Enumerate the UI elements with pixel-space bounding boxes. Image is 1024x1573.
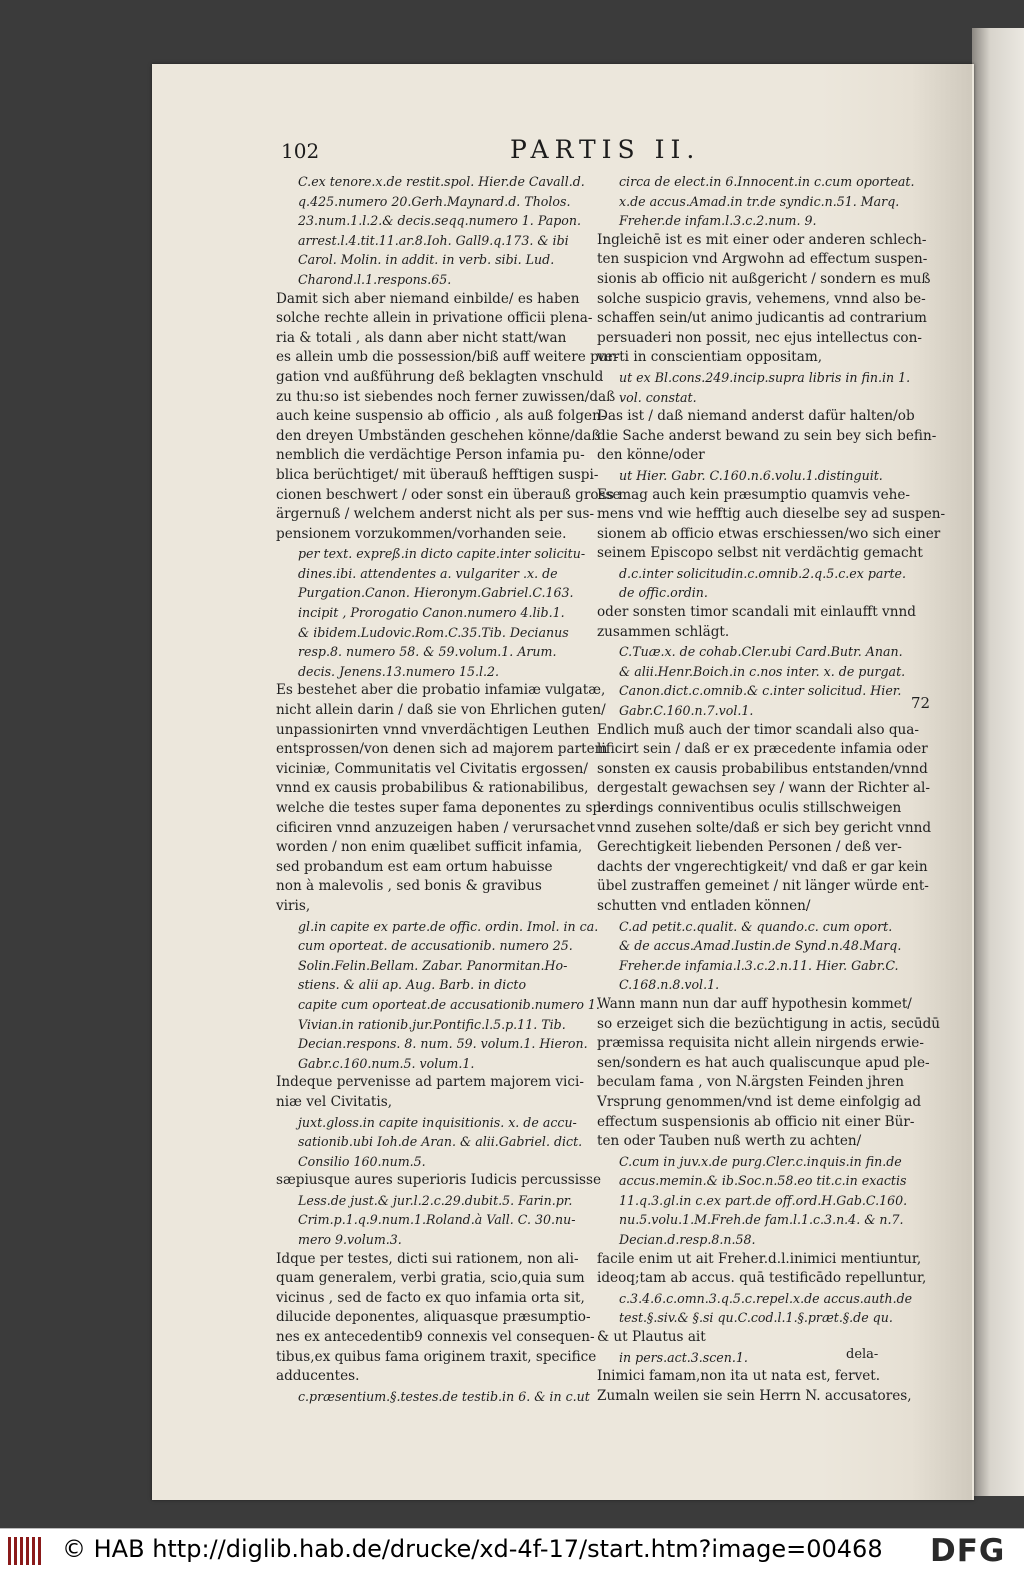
- text-line: nes ex antecedentib9 connexis vel consequen-: [276, 1329, 595, 1346]
- text-line: solche rechte allein in privatione officii plena-: [276, 310, 593, 327]
- text-line: sæpiusque aures superioris Iudicis percussisse: [276, 1172, 602, 1189]
- citation-line: de offic.ordin.: [619, 585, 708, 601]
- citation-line: accus.memin.& ib.Soc.n.58.eo tit.c.in exactis: [619, 1173, 907, 1189]
- text-line: oder sonsten timor scandali mit einlaufft vnnd: [597, 604, 916, 621]
- text-line: verti in conscientiam oppositam,: [597, 349, 823, 366]
- citation-line: Consilio 160.num.5.: [298, 1153, 426, 1169]
- citation-line: Canon.dict.c.omnib.& c.inter solicitud. Hier.: [619, 683, 902, 699]
- text-line: niæ vel Civitatis,: [276, 1093, 393, 1110]
- text-line: zusammen schlägt.: [597, 623, 730, 640]
- citation-line: Decian.respons. 8. num. 59. volum.1. Hieron.: [298, 1036, 588, 1052]
- text-line: non à malevolis , sed bonis & gravibus: [276, 878, 542, 895]
- text-line: dachts der vngerechtigkeit/ vnd daß er gar kein: [597, 858, 928, 875]
- citation-line: Gabr.C.160.n.7.vol.1.: [619, 703, 754, 719]
- text-line: Endlich muß auch der timor scandali also qua-: [597, 721, 919, 738]
- source-credit-link[interactable]: © HAB http://diglib.hab.de/drucke/xd-4f-17/start.htm?image=00468: [62, 1535, 883, 1563]
- citation-line: C.cum in juv.x.de purg.Cler.c.inquis.in fin.de: [619, 1153, 902, 1169]
- citation-line: C.168.n.8.vol.1.: [619, 977, 720, 993]
- text-line: viciniæ, Communitatis vel Civitatis ergossen/: [276, 760, 589, 777]
- text-line: Ingleichē ist es mit einer oder anderen schlech-: [597, 231, 927, 248]
- text-line: sionis ab officio nit außgericht / sondern es muß: [597, 270, 931, 287]
- citation-line: Vivian.in rationib.jur.Pontific.l.5.p.11. Tib.: [298, 1016, 566, 1032]
- text-line: ten oder Tauben nuß werth zu achten/: [597, 1133, 862, 1150]
- page-header: [0, 135, 1024, 169]
- citation-line: Charond.l.1.respons.65.: [298, 271, 452, 287]
- text-column-left: [276, 172, 621, 1406]
- text-line: dergestalt gewachsen sey / wann der Richter al-: [597, 780, 931, 797]
- citation-line: Freher.de infamia.l.3.c.2.n.11. Hier. Gabr.C.: [619, 957, 899, 973]
- citation-line: Solin.Felin.Bellam. Zabar. Panormitan.Ho-: [298, 957, 568, 973]
- text-line: persuaderi non possit, nec ejus intellectus con-: [597, 329, 922, 346]
- text-line: worden / non enim quælibet sufficit infamia,: [276, 839, 583, 856]
- text-line: so erzeiget sich die bezüchtigung in actis, secūdū: [597, 1015, 941, 1032]
- citation-line: ut ex Bl.cons.249.incip.supra libris in fin.in 1.: [619, 369, 911, 385]
- text-line: Es mag auch kein præsumptio quamvis vehe-: [597, 486, 911, 503]
- catchword: dela-: [846, 1347, 879, 1362]
- text-line: pensionem vorzukommen/vorhanden seie.: [276, 525, 567, 542]
- citation-line: incipit , Prorogatio Canon.numero 4.lib.1.: [298, 605, 565, 621]
- text-line: nemblich die verdächtige Person infamia pu-: [276, 447, 585, 464]
- citation-line: Carol. Molin. in addit. in verb. sibi. Lud.: [298, 252, 555, 268]
- text-line: vnnd zusehen solte/daß er sich bey gericht vnnd: [597, 819, 932, 836]
- citation-line: dines.ibi. attendentes a. vulgariter .x. de: [298, 565, 558, 581]
- citation-line: vol. constat.: [619, 389, 697, 405]
- citation-line: & ibidem.Ludovic.Rom.C.35.Tib. Decianus: [298, 624, 569, 640]
- facing-page-edge: [972, 28, 1024, 1496]
- text-line: & ut Plautus ait: [597, 1329, 706, 1346]
- text-line: ten suspicion vnd Argwohn ad effectum suspen-: [597, 251, 928, 268]
- text-line: beculam fama , von N.ärgsten Feinden jhren: [597, 1074, 904, 1091]
- text-line: ideoq;tam ab accus. quā testificādo repelluntur,: [597, 1270, 927, 1287]
- citation-line: q.425.numero 20.Gerh.Maynard.d. Tholos.: [298, 193, 571, 209]
- text-line: mens vnd wie hefftig auch dieselbe sey ad suspen-: [597, 506, 946, 523]
- citation-line: Decian.d.resp.8.n.58.: [619, 1232, 756, 1248]
- text-line: ärgernuß / welchem anderst nicht als per sus-: [276, 506, 595, 523]
- text-line: zu thu:so ist siebendes noch ferner zuwissen/daß: [276, 388, 616, 405]
- citation-line: in pers.act.3.scen.1.: [619, 1349, 748, 1365]
- text-line: tibus,ex quibus fama originem traxit, specifice: [276, 1348, 597, 1365]
- text-line: adducentes.: [276, 1368, 360, 1385]
- text-line: schaffen sein/ut animo judicantis ad contrarium: [597, 310, 927, 327]
- citation-line: capite cum oporteat.de accusationib.numero 1.: [298, 996, 600, 1012]
- citation-line: decis. Jenens.13.numero 15.l.2.: [298, 663, 500, 679]
- text-line: den dreyen Umbständen geschehen könne/daß: [276, 427, 601, 444]
- citation-line: nu.5.volu.1.M.Freh.de fam.l.1.c.3.n.4. & n.7.: [619, 1212, 904, 1228]
- citation-line: C.ad petit.c.qualit. & quando.c. cum oport.: [619, 918, 893, 934]
- citation-line: C.Tuæ.x. de cohab.Cler.ubi Card.Butr. Anan.: [619, 644, 903, 660]
- citation-line: cum oporteat. de accusationib. numero 25.: [298, 938, 573, 954]
- text-line: die Sache anderst bewand zu sein bey sich befin-: [597, 427, 937, 444]
- text-line: welche die testes super fama deponentes zu spe-: [276, 800, 614, 816]
- citation-line: c.3.4.6.c.omn.3.q.5.c.repel.x.de accus.auth.de: [619, 1290, 913, 1306]
- running-title: PARTIS II.: [510, 135, 701, 164]
- text-line: ria & totali , als dann aber nicht statt/wan: [276, 329, 567, 346]
- citation-line: & alii.Henr.Boich.in c.nos inter. x. de purgat.: [619, 663, 906, 679]
- text-line: quam generalem, verbi gratia, scio,quia sum: [276, 1270, 585, 1287]
- citation-line: 23.num.1.l.2.& decis.seqq.numero 1. Papon.: [298, 213, 581, 229]
- citation-line: x.de accus.Amad.in tr.de syndic.n.51. Marq.: [619, 193, 900, 209]
- citation-line: c.præsentium.§.testes.de testib.in 6. & in c.ut: [298, 1388, 590, 1404]
- text-line: übel zustraffen gemeinet / nit länger würde ent-: [597, 878, 929, 895]
- citation-line: 11.q.3.gl.in c.ex part.de off.ord.H.Gab.C.160.: [619, 1192, 908, 1208]
- citation-line: mero 9.volum.3.: [298, 1232, 402, 1248]
- text-line: dilucide deponentes, aliquasque præsumptio-: [276, 1309, 591, 1326]
- text-line: schutten vnd entladen können/: [597, 897, 811, 914]
- text-line: Das ist / daß niemand anderst dafür halten/ob: [597, 408, 915, 425]
- citation-line: C.ex tenore.x.de restit.spol. Hier.de Cavall.d.: [298, 174, 585, 189]
- text-line: sed probandum est eam ortum habuisse: [276, 858, 553, 875]
- text-line: Inimici famam,non ita ut nata est, fervet.: [597, 1368, 881, 1385]
- citation-line: gl.in capite ex parte.de offic. ordin. Imol. in ca.: [298, 918, 599, 934]
- citation-line: per text. expreß.in dicto capite.inter solicitu-: [298, 546, 586, 562]
- text-line: lificirt sein / daß er ex præcedente infamia oder: [597, 741, 928, 758]
- text-line: effectum suspensionis ab officio nit einer Bür-: [597, 1113, 915, 1130]
- text-line: præmissa requisita nicht allein nirgends erwie-: [597, 1035, 924, 1052]
- text-line: blica berüchtiget/ mit überauß hefftigen suspi-: [276, 466, 599, 483]
- citation-line: stiens. & alii ap. Aug. Barb. in dicto: [298, 977, 527, 993]
- citation-line: resp.8. numero 58. & 59.volum.1. Arum.: [298, 644, 557, 660]
- citation-line: test.§.siv.& §.si qu.C.cod.l.1.§.præt.§.de qu.: [619, 1310, 893, 1326]
- text-line: auch keine suspensio ab officio , als auß folgen-: [276, 408, 606, 425]
- text-line: Es bestehet aber die probatio infamiæ vulgatæ,: [276, 682, 606, 699]
- text-line: vnnd ex causis probabilibus & rationabilibus,: [276, 780, 589, 797]
- citation-line: Gabr.c.160.num.5. volum.1.: [298, 1055, 475, 1071]
- margin-number: 72: [911, 694, 931, 712]
- text-line: seinem Episcopo selbst nit verdächtig gemacht: [597, 545, 923, 562]
- text-line: sionem ab officio etwas erschiessen/wo sich einer: [597, 525, 941, 542]
- dfg-logo: DFG: [930, 1533, 1006, 1569]
- text-line: sen/sondern es hat auch qualiscunque apud ple-: [597, 1054, 930, 1071]
- text-line: es allein umb die possession/biß auff weitere pur-: [276, 349, 619, 366]
- citation-line: Purgation.Canon. Hieronym.Gabriel.C.163.: [298, 585, 574, 601]
- text-line: den könne/oder: [597, 447, 705, 464]
- citation-line: Freher.de infam.l.3.c.2.num. 9.: [619, 213, 817, 229]
- text-line: viris,: [276, 897, 311, 914]
- text-line: solche suspicio gravis, vehemens, vnnd also be-: [597, 290, 926, 307]
- text-line: Indeque pervenisse ad partem majorem vici-: [276, 1074, 584, 1091]
- text-line: Zumaln weilen sie sein Herrn N. accusatores,: [597, 1387, 912, 1404]
- citation-line: d.c.inter solicitudin.c.omnib.2.q.5.c.ex parte.: [619, 565, 906, 581]
- citation-line: & de accus.Amad.Iustin.de Synd.n.48.Marq.: [619, 938, 902, 954]
- citation-line: circa de elect.in 6.Innocent.in c.cum oporteat.: [619, 174, 915, 189]
- citation-line: Less.de just.& jur.l.2.c.29.dubit.5. Farin.pr.: [298, 1192, 573, 1208]
- text-line: Damit sich aber niemand einbilde/ es haben: [276, 290, 580, 307]
- hab-logo-icon: [8, 1537, 48, 1565]
- text-line: Gerechtigkeit liebenden Personen / deß ver-: [597, 839, 902, 856]
- text-line: Idque per testes, dicti sui rationem, non ali-: [276, 1250, 579, 1267]
- text-line: vicinus , sed de facto ex quo infamia orta sit,: [276, 1289, 585, 1306]
- citation-line: arrest.l.4.tit.11.ar.8.Ioh. Gall9.q.173. & ibi: [298, 232, 569, 248]
- text-line: nicht allein darin / daß sie von Ehrlichen guten/: [276, 702, 606, 719]
- citation-line: sationib.ubi Ioh.de Aran. & alii.Gabriel. dict.: [298, 1134, 583, 1150]
- page-number: 102: [281, 139, 320, 163]
- text-line: lerdings conniventibus oculis stillschweigen: [597, 800, 902, 816]
- text-line: unpassionirten vnnd vnverdächtigen Leuthen: [276, 721, 590, 738]
- text-line: facile enim ut ait Freher.d.l.inimici mentiuntur,: [597, 1250, 922, 1267]
- text-line: sonsten ex causis probabilibus entstanden/vnnd: [597, 760, 928, 777]
- citation-line: ut Hier. Gabr. C.160.n.6.volu.1.distinguit.: [619, 467, 883, 483]
- text-line: cificiren vnnd anzuzeigen haben / verursachet: [276, 819, 595, 836]
- citation-line: Crim.p.1.q.9.num.1.Roland.à Vall. C. 30.nu-: [298, 1212, 576, 1228]
- citation-line: juxt.gloss.in capite inquisitionis. x. de accu-: [298, 1114, 577, 1130]
- text-line: gation vnd außführung deß beklagten vnschuld: [276, 368, 604, 385]
- text-line: cionen beschwert / oder sonst ein überauß grosse: [276, 486, 621, 503]
- text-line: Wann mann nun dar auff hypothesin kommet/: [597, 995, 912, 1012]
- text-line: entsprossen/von denen sich ad majorem partem: [276, 741, 608, 758]
- text-line: Vrsprung genommen/vnd ist deme einfolgig ad: [597, 1093, 922, 1110]
- viewer-footer: [0, 1528, 1024, 1573]
